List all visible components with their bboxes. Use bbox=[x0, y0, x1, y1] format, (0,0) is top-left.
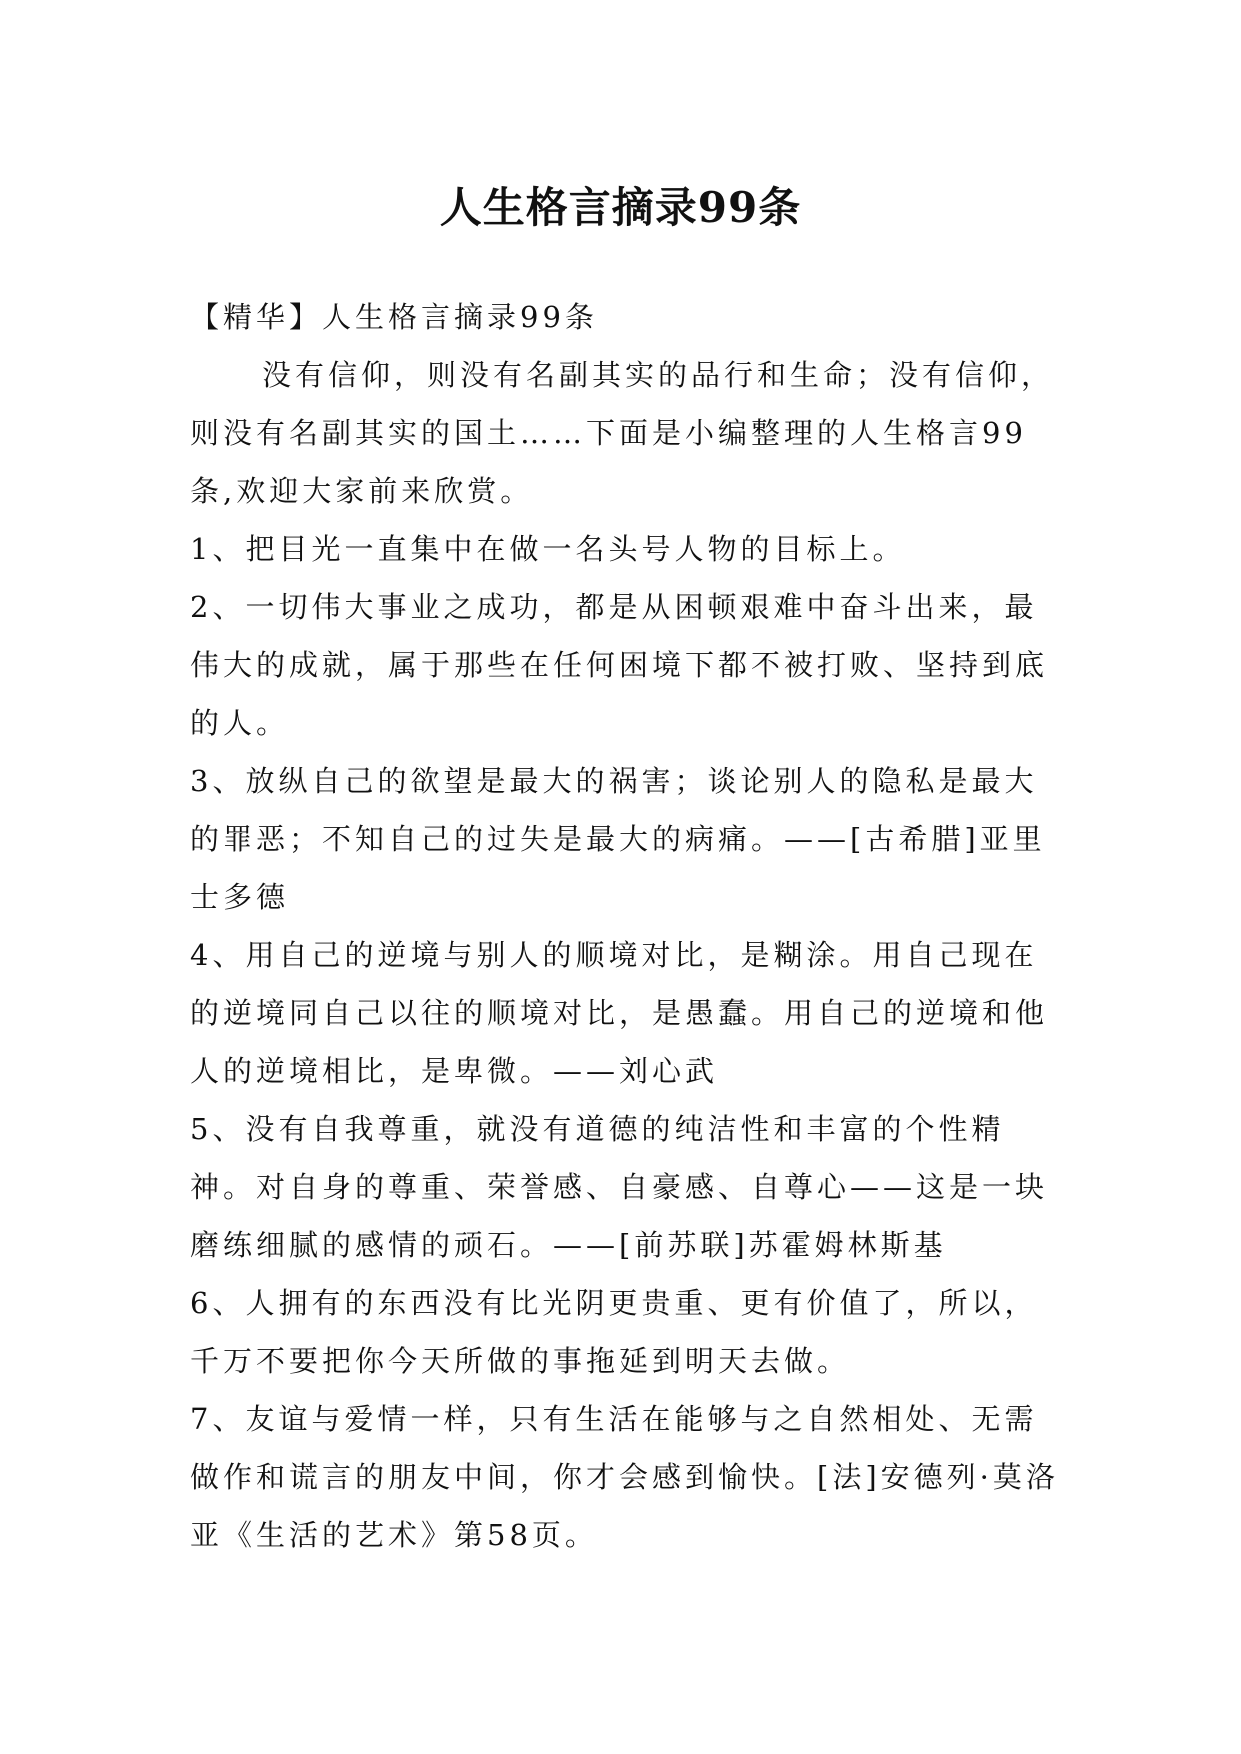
quote-item: 1、把目光一直集中在做一名头号人物的目标上。 bbox=[190, 532, 906, 566]
intro-paragraph: 没有信仰，则没有名副其实的品行和生命；没有信仰，则没有名副其实的国土……下面是小编整理的人生格言99条,欢迎大家前来欣赏。 bbox=[190, 358, 1055, 508]
quote-item: 2、一切伟大事业之成功，都是从困顿艰难中奋斗出来，最伟大的成就，属于那些在任何困境下都不被打败、坚持到底的人。 bbox=[190, 590, 1049, 740]
document-title: 人生格言摘录99条 bbox=[439, 183, 802, 233]
quote-item: 5、没有自我尊重，就没有道德的纯洁性和丰富的个性精神。对自身的尊重、荣誉感、自豪感、自尊心——这是一块磨练细腻的感情的顽石。——[前苏联]苏霍姆林斯基 bbox=[190, 1112, 1049, 1262]
quote-item: 6、人拥有的东西没有比光阴更贵重、更有价值了，所以，千万不要把你今天所做的事拖延到明天去做。 bbox=[190, 1286, 1038, 1378]
document-body bbox=[190, 288, 1070, 1564]
quote-item: 3、放纵自己的欲望是最大的祸害；谈论别人的隐私是最大的罪恶；不知自己的过失是最大的病痛。——[古希腊]亚里士多德 bbox=[190, 764, 1046, 914]
document-subtitle: 【精华】人生格言摘录99条 bbox=[190, 300, 598, 334]
quote-item: 4、用自己的逆境与别人的顺境对比，是糊涂。用自己现在的逆境同自己以往的顺境对比，是愚蠢。用自己的逆境和他人的逆境相比，是卑微。——刘心武 bbox=[190, 938, 1049, 1088]
quote-item: 7、友谊与爱情一样，只有生活在能够与之自然相处、无需做作和谎言的朋友中间，你才会感到愉快。[法]安德列·莫洛亚《生活的艺术》第58页。 bbox=[190, 1402, 1059, 1552]
